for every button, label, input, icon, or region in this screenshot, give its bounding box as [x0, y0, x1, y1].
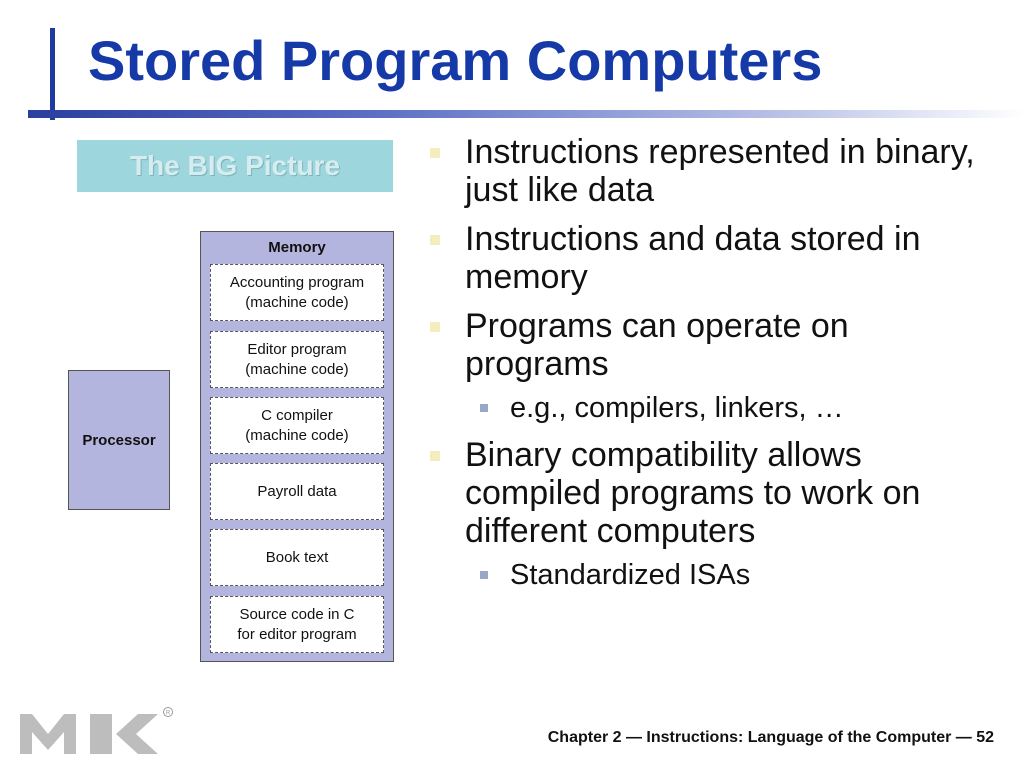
big-picture-badge: The BIG Picture	[77, 140, 393, 192]
memory-label: Memory	[268, 239, 326, 256]
bullet-item	[430, 307, 990, 383]
memory-block	[200, 231, 394, 662]
svg-text:R: R	[165, 710, 171, 717]
bullet-list	[430, 133, 990, 603]
mk-logo-icon	[20, 706, 180, 763]
slide-footer: Chapter 2 — Instructions: Language of the Computer — 52	[547, 729, 994, 746]
sub-bullet-item	[480, 558, 990, 592]
bullet-text: Binary compatibility allows compiled programs to work on different computers	[465, 436, 921, 550]
sub-bullet-text: e.g., compilers, linkers, …	[510, 392, 844, 424]
bullet-text: Programs can operate on programs	[465, 307, 849, 383]
title-accent-bar	[50, 28, 55, 120]
slide-title: Stored Program Computers	[88, 29, 823, 92]
bullet-text: Instructions and data stored in memory	[465, 220, 921, 296]
bullet-text: Instructions represented in binary, just like data	[465, 133, 975, 209]
processor-block	[68, 370, 170, 510]
memory-item-payroll-data: Payroll data	[210, 463, 384, 520]
memory-item-book-text: Book text	[210, 529, 384, 586]
sub-bullet-square-icon	[480, 571, 488, 579]
sub-bullet-square-icon	[480, 404, 488, 412]
bullet-square-icon	[430, 235, 440, 245]
sub-bullet-text: Standardized ISAs	[510, 559, 751, 591]
memory-item-source-code: Source code in C for editor program	[210, 596, 384, 653]
memory-item-editor-program: Editor program (machine code)	[210, 331, 384, 388]
memory-item-accounting-program: Accounting program (machine code)	[210, 264, 384, 321]
bullet-item	[430, 436, 990, 550]
title-divider	[28, 110, 1024, 118]
bullet-square-icon	[430, 322, 440, 332]
bullet-square-icon	[430, 451, 440, 461]
bullet-item	[430, 220, 990, 296]
memory-item-c-compiler: C compiler (machine code)	[210, 397, 384, 454]
processor-label: Processor	[82, 431, 156, 449]
sub-bullet-item	[480, 391, 990, 425]
bullet-square-icon	[430, 148, 440, 158]
bullet-item	[430, 133, 990, 209]
